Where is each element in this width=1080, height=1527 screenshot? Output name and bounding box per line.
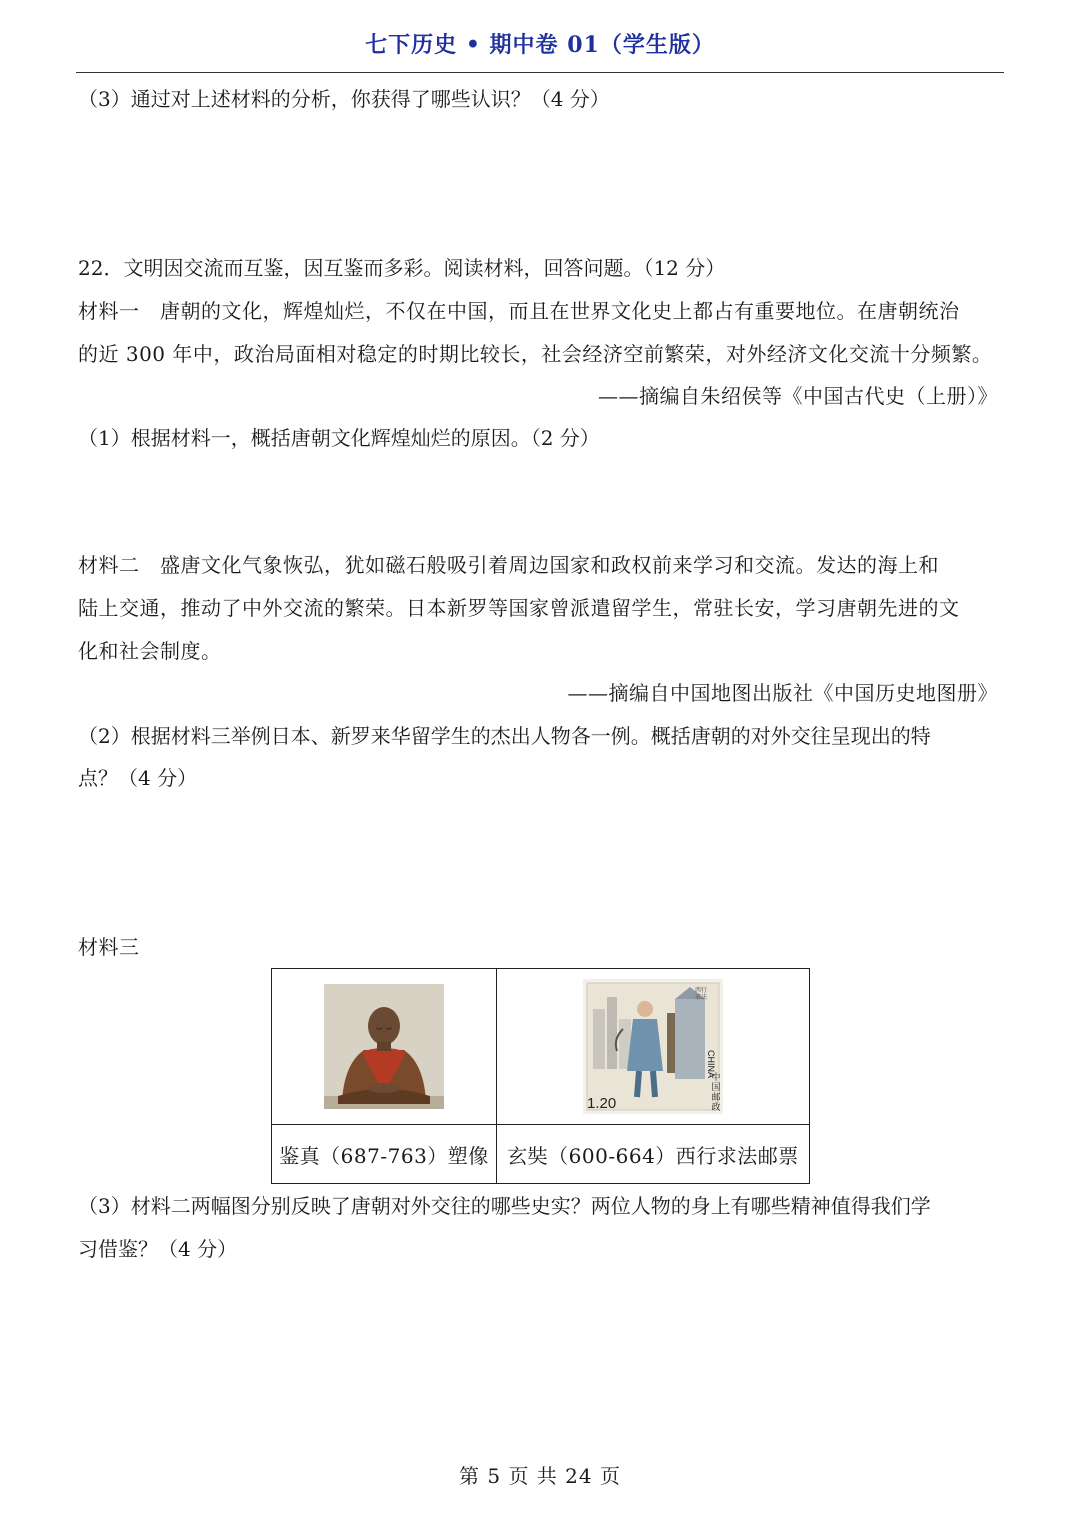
jianzhen-caption: 鉴真（687-763）塑像 xyxy=(272,1125,497,1184)
material1-line: 材料一 唐朝的文化，辉煌灿烂，不仅在中国，而且在世界文化史上都占有重要地位。在唐朝统治 xyxy=(78,299,960,323)
page-header-title: 七下历史 • 期中卷 01（学生版） xyxy=(365,32,715,58)
jianzhen-statue-image xyxy=(324,984,444,1109)
stamp-series-label: 西行求法 xyxy=(695,987,708,1001)
material2-line: 陆上交通，推动了中外交流的繁荣。日本新罗等国家曾派遣留学生，常驻长安，学习唐朝先进的文 xyxy=(78,596,960,620)
q22-part1: （1）根据材料一，概括唐朝文化辉煌灿烂的原因。（2 分） xyxy=(78,426,600,450)
material1-line: 的近 300 年中，政治局面相对稳定的时期比较长，社会经济空前繁荣，对外经济文化交流十分频繁。 xyxy=(78,342,993,366)
q22-stem: 22．文明因交流而互鉴，因互鉴而多彩。阅读材料，回答问题。（12 分） xyxy=(78,256,726,280)
q22-part3-line: 习借鉴？（4 分） xyxy=(78,1237,238,1261)
xuanzang-caption: 玄奘（600-664）西行求法邮票 xyxy=(497,1125,810,1184)
material3-label: 材料三 xyxy=(78,935,140,959)
q22-part2-line: （2）根据材料三举例日本、新罗来华留学生的杰出人物各一例。概括唐朝的对外交往呈现出的特 xyxy=(78,724,931,748)
page-number-footer: 第 5 页 共 24 页 xyxy=(459,1464,621,1488)
material2-source: ——摘编自中国地图出版社《中国历史地图册》 xyxy=(567,681,998,705)
material1-source: ——摘编自朱绍侯等《中国古代史（上册）》 xyxy=(598,384,998,408)
xuanzang-image-cell xyxy=(497,969,810,1125)
q22-part2-line: 点？（4 分） xyxy=(78,766,198,790)
material2-line: 化和社会制度。 xyxy=(78,639,222,663)
header-divider xyxy=(76,72,1004,73)
stamp-denomination: 1.20 xyxy=(587,1095,617,1112)
q21-part3: （3）通过对上述材料的分析，你获得了哪些认识？（4 分） xyxy=(78,87,610,111)
material3-table xyxy=(271,968,810,1184)
material2-line: 材料二 盛唐文化气象恢弘，犹如磁石般吸引着周边国家和政权前来学习和交流。发达的海上和 xyxy=(78,553,939,577)
stamp-issuer: 中国邮政 xyxy=(711,1073,721,1113)
stamp-country: CHINA xyxy=(705,1049,716,1079)
q22-part3-line: （3）材料二两幅图分别反映了唐朝对外交往的哪些史实？两位人物的身上有哪些精神值得我们学 xyxy=(78,1194,931,1218)
jianzhen-image-cell xyxy=(272,969,497,1125)
